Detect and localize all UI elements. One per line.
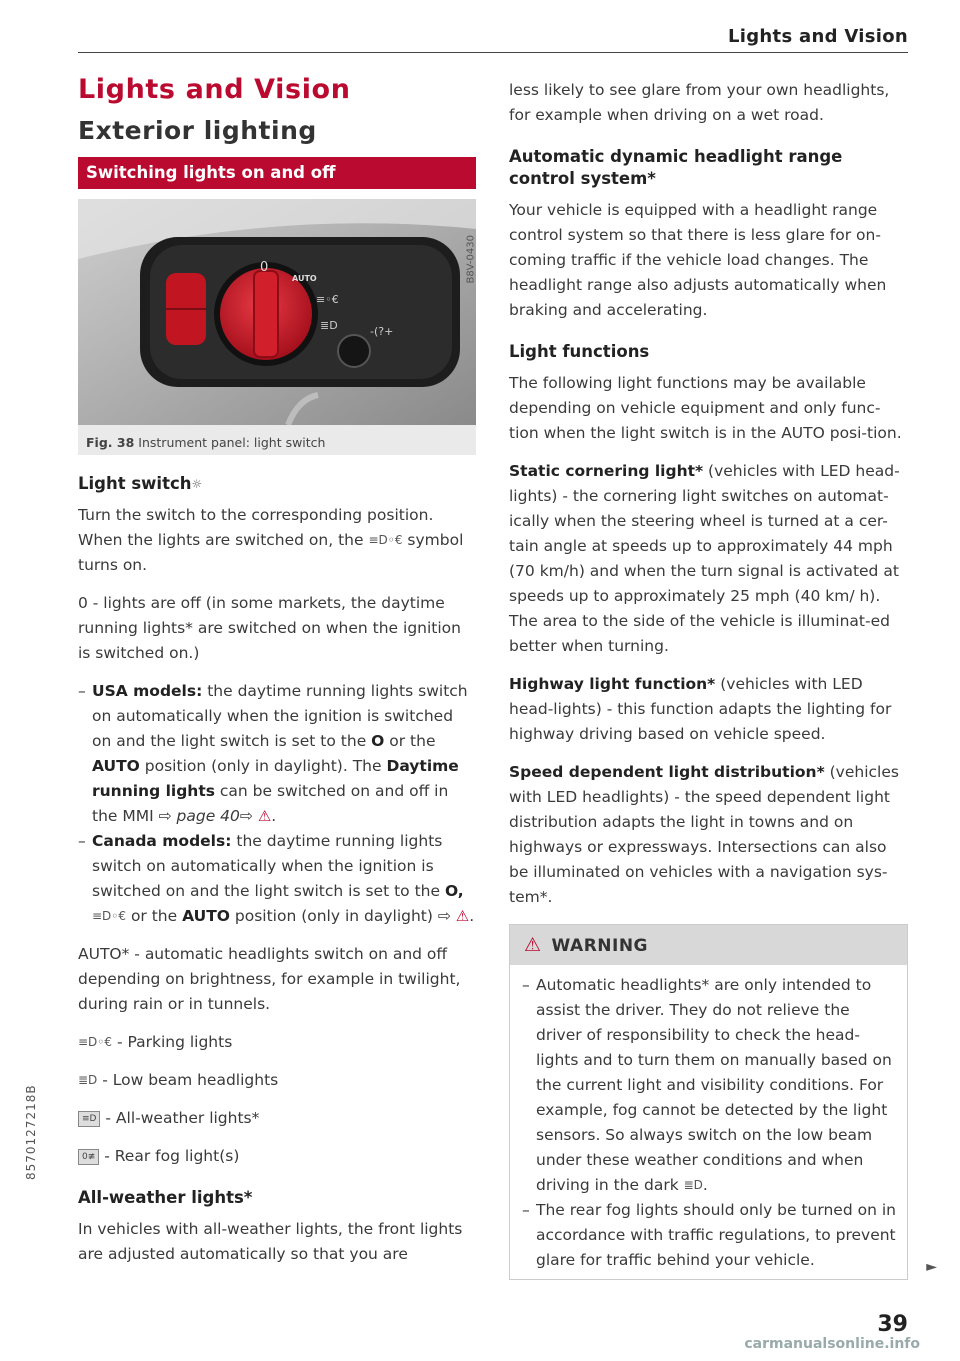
running-header: Lights and Vision xyxy=(728,26,908,47)
light-switch-heading: Light switch☼ xyxy=(78,474,203,493)
all-weather-heading: All-weather lights* xyxy=(78,1188,253,1207)
all-weather-text: In vehicles with all-weather lights, the front lights are adjusted automatically so that you are xyxy=(78,1220,463,1263)
canada-models-item: – Canada models: the daytime running lights switch on automatically when the ignition is switched on and the light switch is set to the O, ≡D◦€ or the AUTO position (only in daylight) ⇨ ⚠. xyxy=(78,829,476,929)
figure-light-switch xyxy=(78,199,476,455)
lowbeam-icon: ≣D xyxy=(320,319,338,332)
page-ref-link[interactable]: ⇨ page 40 xyxy=(158,807,240,825)
parking-lights-item: ≡D◦€ - Parking lights xyxy=(78,1033,233,1051)
range-control-heading: Automatic dynamic headlight range control system* xyxy=(509,147,843,188)
right-column xyxy=(509,78,937,1280)
left-column xyxy=(78,70,476,1267)
low-beam-item: ≣D - Low beam headlights xyxy=(78,1071,279,1089)
static-cornering-para: Static cornering light* (vehicles with LED head-lights) - the cornering light switches on automat-ically when the steering wheel is turned at a cer-tain angle at speeds up to approximately 44 mph (70 km/h) and when the turn signal is activated at speeds up to approximately 25 mph (40 km/ h). The area to the side of the vehicle is illuminat-ed better when turning. xyxy=(509,462,900,655)
light-functions-intro: The following light functions may be available depending on vehicle equipment and only func-tion when the light switch is in the AUTO posi-tion. xyxy=(509,374,902,442)
range-control-text: Your vehicle is equipped with a headlight range control system so that there is less glare for on-coming traffic if the vehicle load changes. The headlight range also adjusts automatically when braking and accelerating. xyxy=(509,201,887,319)
light-switch-illustration xyxy=(78,199,476,425)
figure-code: B8V-0430 xyxy=(466,235,477,284)
light-switch-para-off: 0 - lights are off (in some markets, the daytime running lights* are switched on when the ignition is switched on.) xyxy=(78,594,461,662)
side-code: 8570127218B xyxy=(24,1084,38,1180)
header-rule xyxy=(78,52,908,53)
allweather-icon: ≡◦€ xyxy=(316,293,339,306)
usa-models-item: – USA models: the daytime running lights switch on automatically when the ignition is switched on and the light switch is set to the O or the AUTO position (only in daylight). The Daytime running lights can be switched on and off in the MMI ⇨ page 40⇨ ⚠. xyxy=(78,679,476,829)
parking-light-icon: ≡D◦€ xyxy=(368,533,403,547)
switch-label-off: 0 xyxy=(260,260,269,275)
dimmer-icon: -(?+ xyxy=(370,325,394,338)
all-weather-icon: ≡D xyxy=(78,1111,100,1127)
highway-light-para: Highway light function* (vehicles with LED head-lights) - this function adapts the lighting for highway driving based on vehicle speed. xyxy=(509,675,892,743)
continuation-text: less likely to see glare from your own headlights, for example when driving on a wet road. xyxy=(509,81,890,124)
warning-item-1: – Automatic headlights* are only intended to assist the driver. They do not relieve the driver of responsibility to check the head-lights and to turn them on manually based on the current light and visibility conditions. For example, fog cannot be detected by the light sensors. So always switch on the low beam under these weather conditions and when driving in the dark ≣D. xyxy=(522,973,899,1198)
parking-light-icon: ≡D◦€ xyxy=(78,1035,113,1049)
warning-triangle-icon[interactable]: ⚠ xyxy=(257,807,272,825)
subsection-title: Switching lights on and off xyxy=(78,157,476,189)
warning-triangle-icon[interactable]: ⚠ xyxy=(455,907,470,925)
figure-caption xyxy=(86,435,325,450)
warning-box xyxy=(509,924,937,1280)
light-switch-icon: ☼ xyxy=(191,477,203,491)
section-title: Exterior lighting xyxy=(78,116,317,145)
continue-arrow-icon[interactable]: ► xyxy=(926,1259,937,1275)
warning-item-2: – The rear fog lights should only be turned on in accordance with traffic regulations, to prevent glare for traffic behind your vehicle. xyxy=(522,1198,899,1273)
parking-light-icon: ≡D◦€ xyxy=(92,909,127,923)
light-functions-heading: Light functions xyxy=(509,342,650,361)
warning-body xyxy=(510,965,907,1279)
rear-fog-item: 0≢ - Rear fog light(s) xyxy=(78,1144,476,1169)
warning-triangle-icon: ⚠ xyxy=(524,934,542,956)
light-switch-para-1: Turn the switch to the corresponding position. When the lights are switched on, the ≡D◦€ symbol turns on. xyxy=(78,506,464,574)
figure-caption-text: Instrument panel: light switch xyxy=(138,435,326,450)
all-weather-item: ≡D - All-weather lights* xyxy=(78,1106,476,1131)
chapter-title: Lights and Vision xyxy=(78,74,351,105)
low-beam-icon: ≣D xyxy=(78,1073,98,1087)
speed-dependent-para: Speed dependent light distribution* (vehicles with LED headlights) - the speed dependent light distribution adapts the light in towns and on highways or expressways. Intersections can also be illuminated on vehicles with a navigation sys-tem*. xyxy=(509,763,899,906)
watermark[interactable]: carmanualsonline.info xyxy=(744,1336,920,1352)
auto-para: AUTO* - automatic headlights switch on and off depending on brightness, for example in twilight, during rain or in tunnels. xyxy=(78,945,461,1013)
warning-header xyxy=(510,925,907,965)
page-number: 39 xyxy=(877,1312,908,1337)
figure-number: Fig. 38 xyxy=(86,435,135,450)
warning-title: WARNING xyxy=(551,936,649,956)
rear-fog-icon: 0≢ xyxy=(78,1149,99,1165)
low-beam-icon: ≣D xyxy=(683,1178,703,1192)
switch-label-auto: AUTO xyxy=(292,274,317,283)
